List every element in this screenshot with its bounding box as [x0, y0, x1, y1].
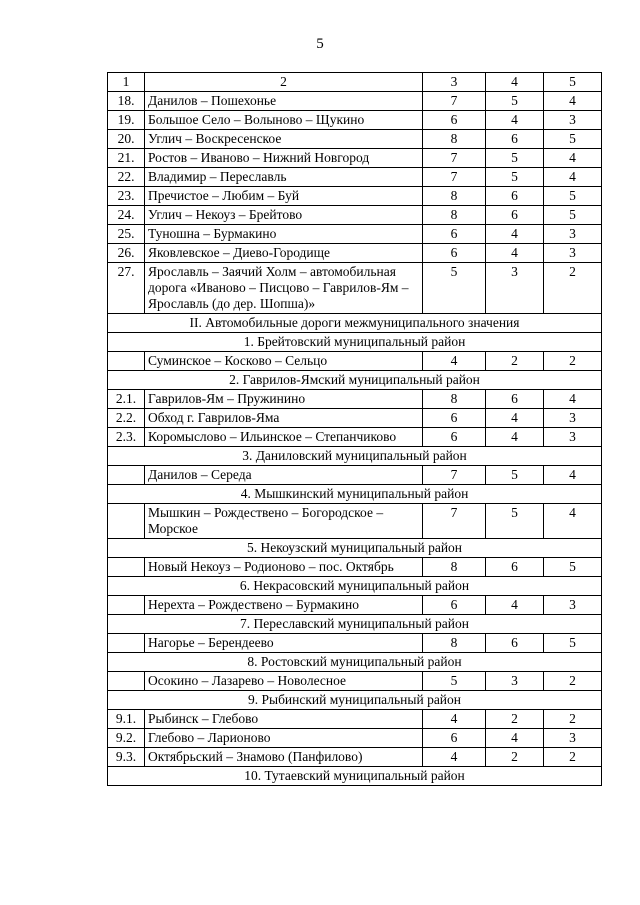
table-row — [108, 263, 602, 314]
section-title: 3. Даниловский муниципальный район — [108, 447, 602, 466]
value-col-3: 8 — [423, 634, 486, 653]
table-row — [108, 748, 602, 767]
row-number — [108, 596, 145, 615]
row-number: 27. — [108, 263, 145, 314]
value-col-5: 5 — [544, 187, 602, 206]
row-number — [108, 466, 145, 485]
value-col-3: 4 — [423, 710, 486, 729]
table-header-row — [108, 73, 602, 92]
value-col-3: 7 — [423, 504, 486, 539]
road-name: Владимир – Переславль — [145, 168, 423, 187]
value-col-5: 3 — [544, 225, 602, 244]
row-number — [108, 352, 145, 371]
road-name: Туношна – Бурмакино — [145, 225, 423, 244]
row-number: 23. — [108, 187, 145, 206]
row-number: 9.2. — [108, 729, 145, 748]
road-name: Нагорье – Берендеево — [145, 634, 423, 653]
road-name: Нерехта – Рождествено – Бурмакино — [145, 596, 423, 615]
section-title: 8. Ростовский муниципальный район — [108, 653, 602, 672]
table-row — [108, 390, 602, 409]
table-row — [108, 428, 602, 447]
value-col-4: 4 — [486, 244, 544, 263]
value-col-4: 4 — [486, 225, 544, 244]
road-name: Рыбинск – Глебово — [145, 710, 423, 729]
table-row — [108, 168, 602, 187]
road-name: Ярославль – Заячий Холм – автомобильная дорога «Иваново – Писцово – Гаврилов-Ям – Ярославль (до дер. Шопша)» — [145, 263, 423, 314]
page-number: 5 — [316, 36, 324, 52]
section-title: 1. Брейтовский муниципальный район — [108, 333, 602, 352]
value-col-3: 5 — [423, 263, 486, 314]
value-col-4: 3 — [486, 263, 544, 314]
value-col-5: 2 — [544, 263, 602, 314]
value-col-5: 2 — [544, 710, 602, 729]
header-cell-1: 1 — [108, 73, 145, 92]
value-col-3: 6 — [423, 729, 486, 748]
value-col-4: 6 — [486, 187, 544, 206]
value-col-4: 4 — [486, 428, 544, 447]
value-col-4: 2 — [486, 710, 544, 729]
value-col-5: 4 — [544, 168, 602, 187]
table-row — [108, 729, 602, 748]
row-number: 25. — [108, 225, 145, 244]
road-name: Коромыслово – Ильинское – Степанчиково — [145, 428, 423, 447]
row-number: 9.1. — [108, 710, 145, 729]
value-col-5: 2 — [544, 672, 602, 691]
value-col-4: 3 — [486, 672, 544, 691]
table-row — [108, 466, 602, 485]
value-col-5: 2 — [544, 352, 602, 371]
table-row — [108, 558, 602, 577]
section-row — [108, 314, 602, 333]
value-col-5: 3 — [544, 111, 602, 130]
section-row — [108, 485, 602, 504]
value-col-3: 8 — [423, 558, 486, 577]
row-number — [108, 672, 145, 691]
value-col-4: 6 — [486, 558, 544, 577]
section-title: 6. Некрасовский муниципальный район — [108, 577, 602, 596]
value-col-4: 6 — [486, 130, 544, 149]
section-row — [108, 577, 602, 596]
value-col-3: 8 — [423, 206, 486, 225]
value-col-3: 8 — [423, 187, 486, 206]
section-title: 5. Некоузский муниципальный район — [108, 539, 602, 558]
section-row — [108, 371, 602, 390]
road-name: Большое Село – Волыново – Щукино — [145, 111, 423, 130]
road-name: Осокино – Лазарево – Новолесное — [145, 672, 423, 691]
table-row — [108, 634, 602, 653]
value-col-4: 4 — [486, 596, 544, 615]
header-cell-2: 2 — [145, 73, 423, 92]
road-name: Мышкин – Рождествено – Богородское – Морское — [145, 504, 423, 539]
value-col-5: 3 — [544, 244, 602, 263]
section-row — [108, 691, 602, 710]
table-row — [108, 710, 602, 729]
value-col-4: 4 — [486, 729, 544, 748]
section-title: 2. Гаврилов-Ямский муниципальный район — [108, 371, 602, 390]
value-col-3: 4 — [423, 352, 486, 371]
header-cell-3: 3 — [423, 73, 486, 92]
table-row — [108, 352, 602, 371]
value-col-4: 5 — [486, 466, 544, 485]
table-row — [108, 596, 602, 615]
value-col-3: 6 — [423, 409, 486, 428]
header-cell-5: 5 — [544, 73, 602, 92]
value-col-4: 6 — [486, 390, 544, 409]
value-col-5: 4 — [544, 466, 602, 485]
table-row — [108, 111, 602, 130]
value-col-3: 8 — [423, 130, 486, 149]
section-row — [108, 333, 602, 352]
road-name: Данилов – Середа — [145, 466, 423, 485]
table-row — [108, 225, 602, 244]
table-row — [108, 409, 602, 428]
value-col-3: 6 — [423, 596, 486, 615]
road-name: Октябрьский – Знамово (Панфилово) — [145, 748, 423, 767]
row-number: 18. — [108, 92, 145, 111]
value-col-5: 3 — [544, 596, 602, 615]
road-name: Яковлевское – Диево-Городище — [145, 244, 423, 263]
value-col-4: 2 — [486, 748, 544, 767]
row-number: 21. — [108, 149, 145, 168]
value-col-5: 2 — [544, 748, 602, 767]
table-row — [108, 130, 602, 149]
road-name: Данилов – Пошехонье — [145, 92, 423, 111]
table-row — [108, 149, 602, 168]
value-col-3: 4 — [423, 748, 486, 767]
section-row — [108, 615, 602, 634]
section-title: II. Автомобильные дороги межмуниципального значения — [108, 314, 602, 333]
row-number: 26. — [108, 244, 145, 263]
row-number — [108, 634, 145, 653]
value-col-3: 6 — [423, 111, 486, 130]
section-title: 10. Тутаевский муниципальный район — [108, 767, 602, 786]
road-name: Ростов – Иваново – Нижний Новгород — [145, 149, 423, 168]
value-col-4: 5 — [486, 92, 544, 111]
section-row — [108, 653, 602, 672]
value-col-5: 5 — [544, 634, 602, 653]
value-col-3: 6 — [423, 225, 486, 244]
row-number: 22. — [108, 168, 145, 187]
value-col-4: 6 — [486, 206, 544, 225]
table-body — [108, 73, 602, 786]
value-col-3: 8 — [423, 390, 486, 409]
value-col-4: 4 — [486, 409, 544, 428]
road-name: Суминское – Косково – Сельцо — [145, 352, 423, 371]
row-number — [108, 558, 145, 577]
road-name: Новый Некоуз – Родионово – пос. Октябрь — [145, 558, 423, 577]
section-row — [108, 767, 602, 786]
road-name: Обход г. Гаврилов-Яма — [145, 409, 423, 428]
table-row — [108, 92, 602, 111]
value-col-5: 3 — [544, 729, 602, 748]
value-col-5: 4 — [544, 92, 602, 111]
row-number: 20. — [108, 130, 145, 149]
table-row — [108, 206, 602, 225]
value-col-3: 6 — [423, 244, 486, 263]
value-col-5: 4 — [544, 504, 602, 539]
table-row — [108, 187, 602, 206]
value-col-4: 4 — [486, 111, 544, 130]
value-col-5: 3 — [544, 409, 602, 428]
value-col-3: 7 — [423, 466, 486, 485]
value-col-4: 5 — [486, 168, 544, 187]
value-col-4: 5 — [486, 149, 544, 168]
value-col-4: 6 — [486, 634, 544, 653]
value-col-5: 4 — [544, 390, 602, 409]
value-col-5: 5 — [544, 130, 602, 149]
road-name: Гаврилов-Ям – Пружинино — [145, 390, 423, 409]
header-cell-4: 4 — [486, 73, 544, 92]
table-row — [108, 672, 602, 691]
table-row — [108, 244, 602, 263]
section-row — [108, 447, 602, 466]
value-col-3: 7 — [423, 168, 486, 187]
table-row — [108, 504, 602, 539]
value-col-5: 4 — [544, 149, 602, 168]
row-number: 2.3. — [108, 428, 145, 447]
road-name: Глебово – Ларионово — [145, 729, 423, 748]
row-number — [108, 504, 145, 539]
row-number: 2.2. — [108, 409, 145, 428]
value-col-3: 7 — [423, 149, 486, 168]
row-number: 19. — [108, 111, 145, 130]
roads-table — [107, 72, 602, 786]
row-number: 24. — [108, 206, 145, 225]
road-name: Пречистое – Любим – Буй — [145, 187, 423, 206]
section-title: 9. Рыбинский муниципальный район — [108, 691, 602, 710]
value-col-3: 6 — [423, 428, 486, 447]
value-col-5: 5 — [544, 558, 602, 577]
value-col-3: 7 — [423, 92, 486, 111]
section-title: 7. Переславский муниципальный район — [108, 615, 602, 634]
road-name: Углич – Воскресенское — [145, 130, 423, 149]
value-col-5: 5 — [544, 206, 602, 225]
value-col-5: 3 — [544, 428, 602, 447]
section-row — [108, 539, 602, 558]
section-title: 4. Мышкинский муниципальный район — [108, 485, 602, 504]
row-number: 2.1. — [108, 390, 145, 409]
value-col-4: 2 — [486, 352, 544, 371]
value-col-3: 5 — [423, 672, 486, 691]
row-number: 9.3. — [108, 748, 145, 767]
value-col-4: 5 — [486, 504, 544, 539]
road-name: Углич – Некоуз – Брейтово — [145, 206, 423, 225]
